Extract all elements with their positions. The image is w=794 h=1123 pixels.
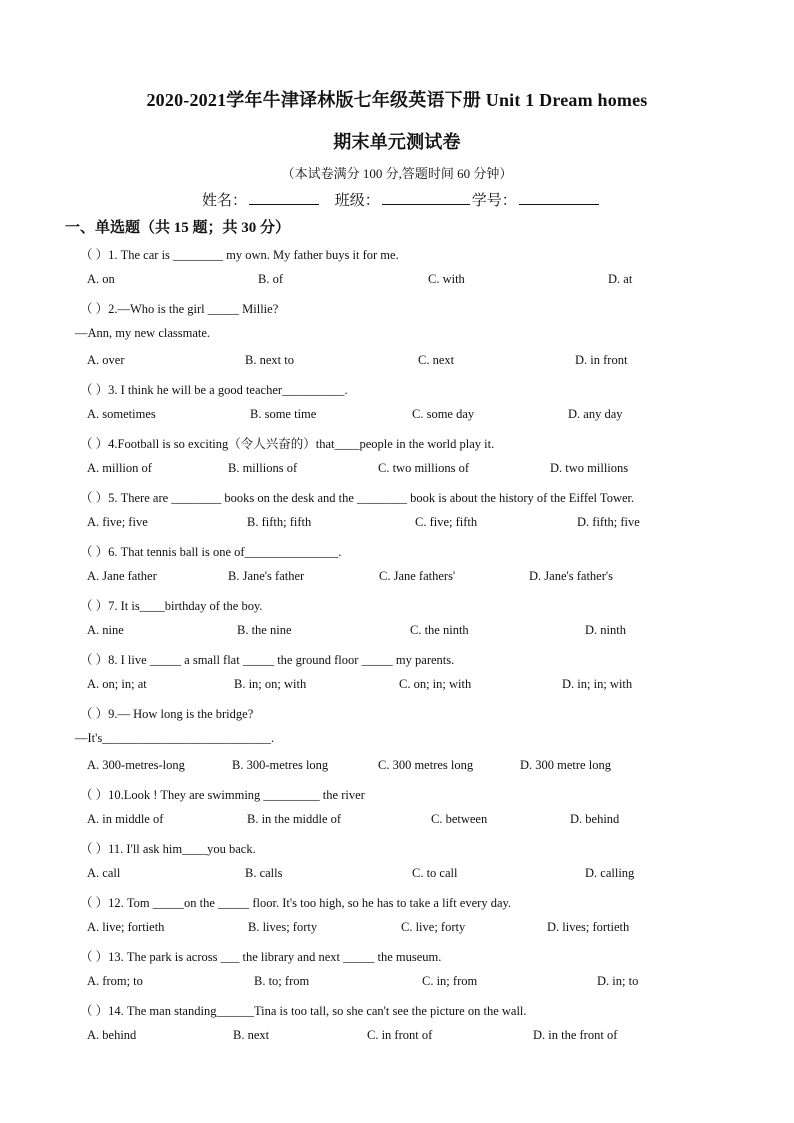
option-a[interactable]: A. five; five (87, 515, 148, 529)
option-d[interactable]: D. in; in; with (562, 677, 633, 691)
option-d[interactable]: D. behind (570, 812, 620, 826)
option-b[interactable]: B. some time (250, 407, 317, 421)
question-stem: （ ）5. There are ________ books on the desk and the ________ book is about the history of the Eiffel Tower. (80, 491, 635, 505)
option-a[interactable]: A. on (87, 272, 115, 286)
option-d[interactable]: D. fifth; five (577, 515, 640, 529)
page-title: 2020-2021学年牛津译林版七年级英语下册 Unit 1 Dream homes (146, 90, 648, 110)
option-c[interactable]: C. between (431, 812, 488, 826)
student-info-row (202, 189, 601, 210)
option-a[interactable]: A. live; fortieth (87, 920, 165, 934)
option-c[interactable]: C. the ninth (410, 623, 469, 637)
question-stem: （ ）9.— How long is the bridge? (80, 707, 254, 721)
question-stem: （ ）7. It is____birthday of the boy. (80, 599, 263, 613)
option-b[interactable]: B. millions of (228, 461, 298, 475)
question-stem: （ ）4.Football is so exciting（令人兴奋的）that____people in the world play it. (80, 437, 495, 451)
id-label: 学号： (471, 193, 517, 209)
question-stem: （ ）10.Look ! They are swimming _________ the river (80, 788, 365, 802)
option-c[interactable]: C. five; fifth (415, 515, 478, 529)
id-blank[interactable] (519, 190, 599, 205)
option-c[interactable]: C. two millions of (378, 461, 469, 475)
answer-line: —Ann, my new classmate. (75, 326, 211, 340)
option-b[interactable]: B. next (233, 1028, 270, 1042)
section-title: 一、单选题（共 15 题；共 30 分） (65, 220, 291, 236)
option-b[interactable]: B. calls (245, 866, 283, 880)
class-label: 班级： (334, 193, 380, 209)
option-c[interactable]: C. Jane fathers' (379, 569, 456, 583)
option-a[interactable]: A. from; to (87, 974, 143, 988)
question-stem: （ ）3. I think he will be a good teacher__________. (80, 383, 348, 397)
question-stem: （ ）12. Tom _____on the _____ floor. It's too high, so he has to take a lift every day. (80, 896, 512, 910)
option-a[interactable]: A. 300-metres-long (87, 758, 185, 772)
option-a[interactable]: A. over (87, 353, 125, 367)
option-c[interactable]: C. to call (412, 866, 458, 880)
page-subtitle: 期末单元测试卷 (333, 132, 461, 152)
option-b[interactable]: B. the nine (237, 623, 292, 637)
option-c[interactable]: C. in front of (367, 1028, 433, 1042)
option-b[interactable]: B. Jane's father (228, 569, 305, 583)
option-d[interactable]: D. Jane's father's (529, 569, 613, 583)
option-c[interactable]: C. some day (412, 407, 475, 421)
option-b[interactable]: B. lives; forty (248, 920, 318, 934)
option-d[interactable]: D. any day (568, 407, 623, 421)
question-stem: （ ）6. That tennis ball is one of_______________. (80, 545, 342, 559)
option-b[interactable]: B. to; from (254, 974, 310, 988)
option-a[interactable]: A. call (87, 866, 121, 880)
option-c[interactable]: C. with (428, 272, 465, 286)
option-b[interactable]: B. in the middle of (247, 812, 342, 826)
option-c[interactable]: C. 300 metres long (378, 758, 474, 772)
option-c[interactable]: C. live; forty (401, 920, 466, 934)
question-stem: （ ）11. I'll ask him____you back. (80, 842, 256, 856)
question-stem: （ ）8. I live _____ a small flat _____ the ground floor _____ my parents. (80, 653, 455, 667)
option-d[interactable]: D. calling (585, 866, 635, 880)
option-a[interactable]: A. million of (87, 461, 152, 475)
option-a[interactable]: A. behind (87, 1028, 137, 1042)
option-a[interactable]: A. Jane father (87, 569, 157, 583)
question-stem: （ ）14. The man standing______Tina is too tall, so she can't see the picture on the wall. (80, 1004, 527, 1018)
option-d[interactable]: D. at (608, 272, 633, 286)
option-d[interactable]: D. lives; fortieth (547, 920, 630, 934)
answer-line: —It's___________________________. (75, 731, 275, 745)
class-blank[interactable] (382, 190, 470, 205)
option-a[interactable]: A. in middle of (87, 812, 164, 826)
option-d[interactable]: D. in front (575, 353, 628, 367)
option-b[interactable]: B. in; on; with (234, 677, 307, 691)
option-d[interactable]: D. ninth (585, 623, 626, 637)
option-b[interactable]: B. next to (245, 353, 294, 367)
option-d[interactable]: D. two millions (550, 461, 629, 475)
option-d[interactable]: D. in the front of (533, 1028, 618, 1042)
question-stem: （ ）1. The car is ________ my own. My father buys it for me. (80, 248, 399, 262)
option-c[interactable]: C. next (418, 353, 455, 367)
option-a[interactable]: A. on; in; at (87, 677, 147, 691)
name-label: 姓名： (202, 193, 248, 209)
option-b[interactable]: B. of (258, 272, 283, 286)
option-b[interactable]: B. 300-metres long (232, 758, 329, 772)
option-c[interactable]: C. in; from (422, 974, 478, 988)
name-blank[interactable] (249, 190, 319, 205)
exam-note: （本试卷满分 100 分,答题时间 60 分钟） (281, 166, 513, 181)
option-c[interactable]: C. on; in; with (399, 677, 472, 691)
question-stem: （ ）2.—Who is the girl _____ Millie? (80, 302, 279, 316)
option-a[interactable]: A. sometimes (87, 407, 156, 421)
option-d[interactable]: D. in; to (597, 974, 639, 988)
option-b[interactable]: B. fifth; fifth (247, 515, 312, 529)
question-stem: （ ）13. The park is across ___ the library and next _____ the museum. (80, 950, 442, 964)
option-a[interactable]: A. nine (87, 623, 124, 637)
option-d[interactable]: D. 300 metre long (520, 758, 611, 772)
